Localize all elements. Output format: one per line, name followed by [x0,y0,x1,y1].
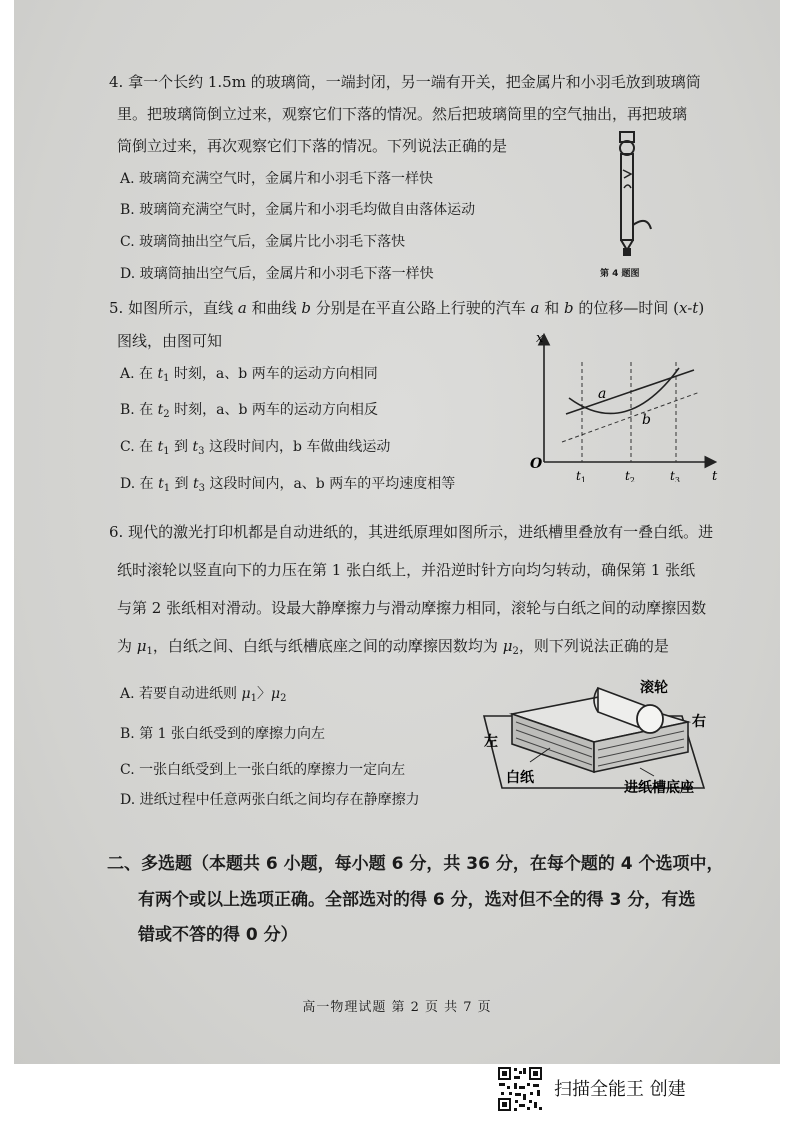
q5-graph-x-label: t [712,469,718,482]
scanner-watermark: 扫描全能王 创建 [554,1079,686,1100]
q5-option-d: D. 在 $t_1$ 到 $t_3$ 这段时间内，a、b 两车的平均速度相等 [120,476,456,494]
q6-label-right: 右 [692,714,706,730]
page-footer: 高一物理试题 第 2 页 共 7 页 [302,1000,492,1015]
q4-option-d: D. 玻璃筒抽出空气后，金属片和小羽毛下落一样快 [120,266,434,282]
q6-label-roller: 滚轮 [640,680,668,696]
q4-option-b: B. 玻璃筒充满空气时，金属片和小羽毛均做自由落体运动 [120,202,476,218]
q5-xt-graph [514,322,724,482]
q6-stem-line-1: 6. 现代的激光打印机都是自动进纸的，其进纸原理如图所示，进纸槽里叠放有一叠白纸。进 [109,523,714,541]
q5-option-a: A. 在 $t_1$ 时刻，a、b 两车的运动方向相同 [120,366,378,384]
q6-roller-end [637,705,663,733]
section2-heading-line-3: 错或不答的得 0 分） [138,925,298,945]
q4-stem-line-2: 里。把玻璃筒倒立过来，观察它们下落的情况。然后把玻璃筒里的空气抽出，再把玻璃 [117,105,688,123]
q6-label-left: 左 [484,734,498,750]
section2-heading-line-2: 有两个或以上选项正确。全部选对的得 6 分，选对但不全的得 3 分，有选 [138,890,696,910]
q6-label-base: 进纸槽底座 [624,780,694,796]
q5-graph-origin: O [530,456,543,472]
q5-graph-tick-t1: $t_1$ [576,469,586,482]
q6-option-b: B. 第 1 张白纸受到的摩擦力向左 [120,726,325,742]
exam-page [14,0,780,1064]
q6-stem-line-3: 与第 2 张纸相对滑动。设最大静摩擦力与滑动摩擦力相同，滚轮与白纸之间的动摩擦因数 [117,599,707,617]
q6-paper-feed-figure [464,672,714,800]
q5-graph-tick-t3: $t_3$ [670,469,680,482]
q5-graph-label-b: b [642,412,651,428]
q6-label-paper: 白纸 [506,770,534,786]
q6-option-c: C. 一张白纸受到上一张白纸的摩擦力一定向左 [120,762,406,778]
q5-option-b: B. 在 $t_2$ 时刻，a、b 两车的运动方向相反 [120,402,378,420]
q5-stem-line-2: 图线，由图可知 [117,332,223,350]
q6-stem-line-2: 纸时滚轮以竖直向下的力压在第 1 张白纸上，并沿逆时针方向均匀转动，确保第 1 张纸 [117,561,696,579]
q4-option-c: C. 玻璃筒抽出空气后，金属片比小羽毛下落快 [120,234,406,250]
q6-option-a: A. 若要自动进纸则 $\mu_1$〉$\mu_2$ [120,686,287,704]
q5-graph-y-label: x [536,331,544,346]
q5-graph-label-a: a [598,386,607,402]
qr-code-icon [497,1066,543,1112]
q5-option-c: C. 在 $t_1$ 到 $t_3$ 这段时间内，b 车做曲线运动 [120,439,391,457]
q4-glass-tube-figure [594,130,674,272]
section2-heading-line-1: 二、多选题（本题共 6 小题，每小题 6 分，共 36 分，在每个题的 4 个选项中， [107,854,724,874]
q4-option-a: A. 玻璃筒充满空气时，金属片和小羽毛下落一样快 [120,171,434,187]
q6-option-d: D. 进纸过程中任意两张白纸之间均存在静摩擦力 [120,792,420,808]
q5-stem-line-1: 5. 如图所示，直线 a 和曲线 b 分别是在平直公路上行驶的汽车 a 和 b 的位移—时间 (x-t) [109,299,705,317]
q6-stem-line-4: 为 $\mu_1$，白纸之间、白纸与纸槽底座之间的动摩擦因数均为 $\mu_2$，则下列说法正确的是 [117,637,669,657]
q4-figure-caption: 第 4 题图 [600,269,640,279]
q5-graph-tick-t2: $t_2$ [625,469,635,482]
q4-stem-line-1: 4. 拿一个长约 1.5m 的玻璃筒，一端封闭，另一端有开关，把金属片和小羽毛放到玻璃筒 [109,73,701,91]
q4-stem-line-3: 筒倒立过来，再次观察它们下落的情况。下列说法正确的是 [117,137,508,155]
